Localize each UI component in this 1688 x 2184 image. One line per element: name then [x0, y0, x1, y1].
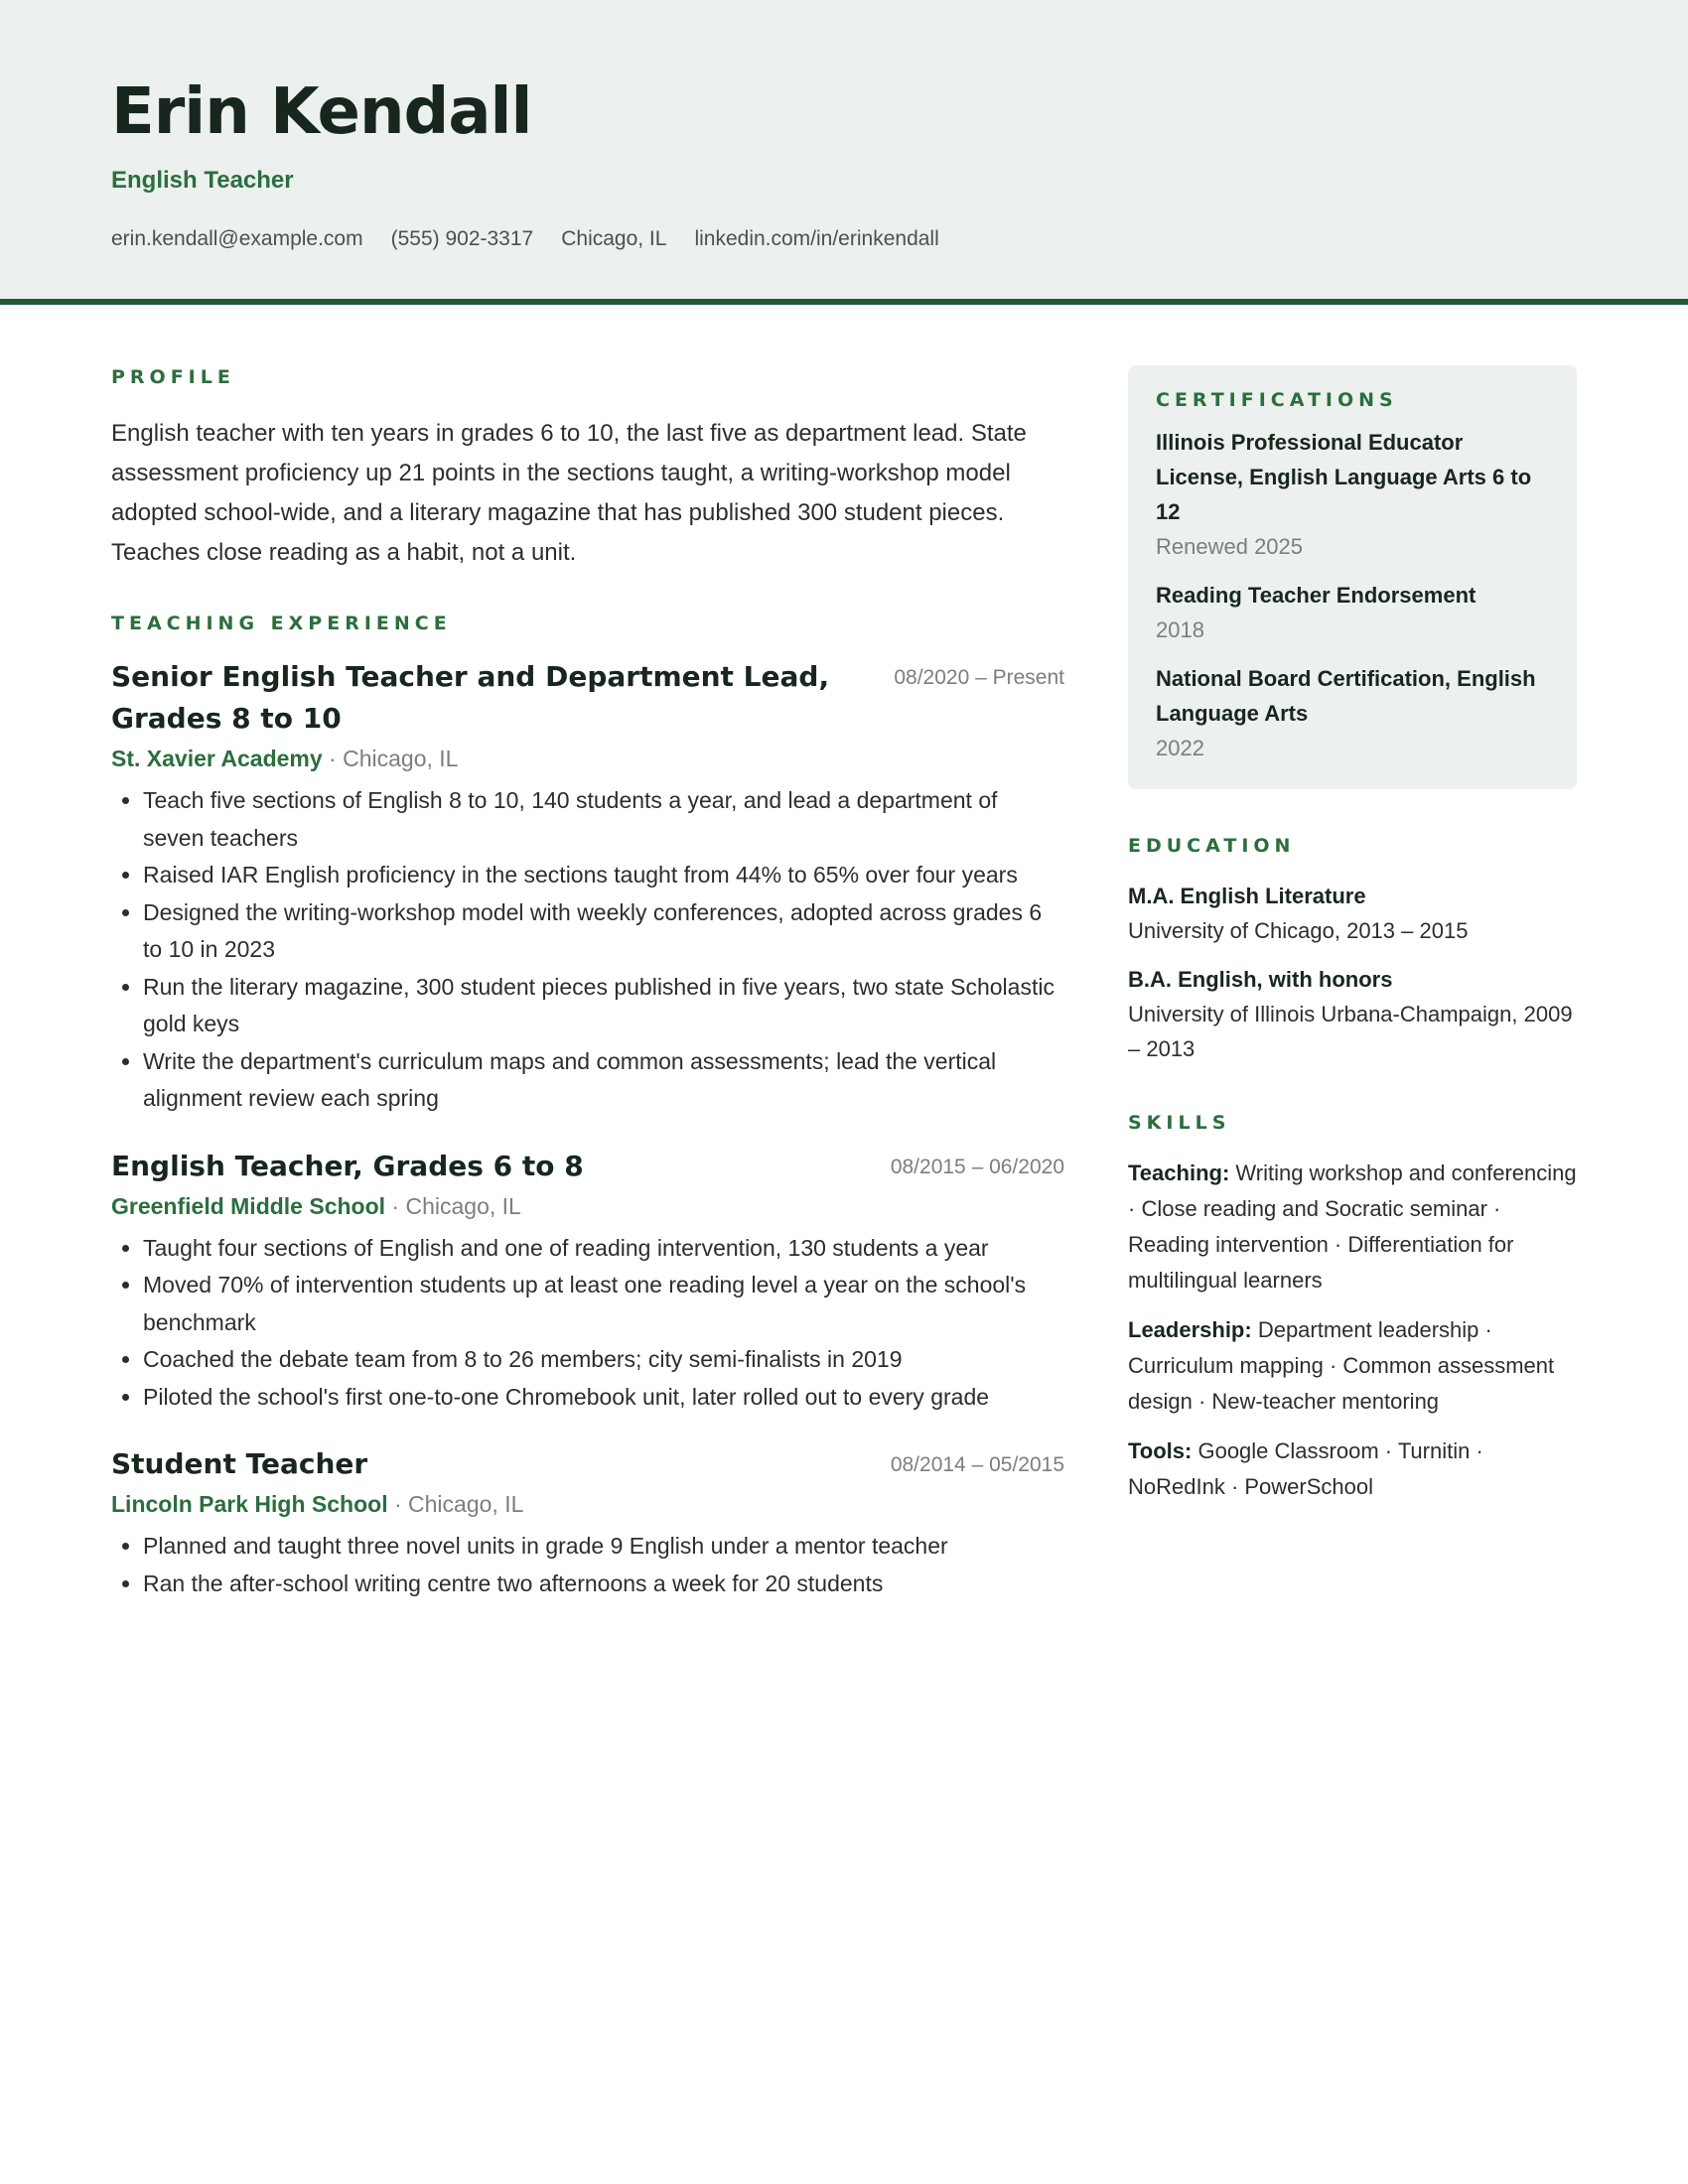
- education-degree: M.A. English Literature: [1128, 884, 1366, 908]
- certification-item: [1156, 661, 1549, 765]
- contact-info: [111, 227, 967, 251]
- certification-date: Renewed 2025: [1156, 534, 1304, 559]
- job-bullet: • Run the literary magazine, 300 student pieces published in five years, two state Scholastic gold keys: [143, 969, 1064, 1043]
- job-bullet: • Ran the after-school writing centre two afternoons a week for 20 students: [143, 1566, 1064, 1603]
- job-bullet: • Taught four sections of English and one of reading intervention, 130 students a year: [143, 1230, 1064, 1268]
- employer-location: · Chicago, IL: [387, 1491, 524, 1517]
- candidate-name: Erin Kendall: [111, 75, 532, 149]
- job-bullets: [111, 1528, 1064, 1602]
- experience-heading: TEACHING EXPERIENCE: [111, 613, 452, 634]
- side-column: [1128, 365, 1577, 1505]
- profile-heading: PROFILE: [111, 366, 235, 388]
- employer-location: · Chicago, IL: [322, 746, 459, 771]
- certification-date: 2018: [1156, 617, 1204, 642]
- skill-group-text: Google Classroom · Turnitin · NoRedInk · PowerSchool: [1128, 1438, 1483, 1499]
- resume-header: [0, 0, 1688, 305]
- job-bullet: • Write the department's curriculum maps and common assessments; lead the vertical alignment review each spring: [143, 1043, 1064, 1118]
- skill-group-label: Leadership:: [1128, 1317, 1252, 1342]
- skill-group: [1128, 1156, 1577, 1298]
- job-bullet: • Coached the debate team from 8 to 26 members; city semi-finalists in 2019: [143, 1341, 1064, 1379]
- employer-location: · Chicago, IL: [385, 1192, 521, 1219]
- employer-name: Greenfield Middle School: [111, 1192, 386, 1219]
- job-bullet: • Designed the writing-workshop model with weekly conferences, adopted across grades 6 to 10 in 2023: [143, 894, 1064, 969]
- job-dates: 08/2014 – 05/2015: [890, 1453, 1064, 1476]
- education-item: [1128, 879, 1577, 948]
- contact-email[interactable]: erin.kendall@example.com: [111, 227, 363, 250]
- skills-section: [1128, 1112, 1577, 1505]
- education-heading: EDUCATION: [1128, 835, 1296, 857]
- job-entry: [111, 1146, 1064, 1417]
- education-degree: B.A. English, with honors: [1128, 967, 1393, 992]
- candidate-title: English Teacher: [111, 167, 294, 194]
- contact-linkedin[interactable]: linkedin.com/in/erinkendall: [694, 227, 939, 250]
- skill-group-label: Teaching:: [1128, 1160, 1230, 1185]
- contact-phone[interactable]: (555) 902-3317: [390, 227, 534, 250]
- job-organization: [111, 1491, 1064, 1518]
- job-bullet: • Piloted the school's first one-to-one Chromebook unit, later rolled out to every grade: [143, 1379, 1064, 1417]
- job-dates: 08/2015 – 06/2020: [890, 1155, 1064, 1178]
- education-school: University of Chicago, 2013 – 2015: [1128, 918, 1469, 943]
- job-entry: [111, 656, 1064, 1118]
- certifications-heading: CERTIFICATIONS: [1156, 389, 1398, 411]
- certification-name: National Board Certification, English Language Arts: [1156, 666, 1536, 726]
- skill-group-label: Tools:: [1128, 1438, 1193, 1463]
- employer-name: St. Xavier Academy: [111, 746, 323, 771]
- main-column: [111, 366, 1064, 1602]
- job-bullet: • Moved 70% of intervention students up at least one reading level a year on the school's benchmark: [143, 1267, 1064, 1341]
- job-dates: 08/2020 – Present: [894, 666, 1064, 689]
- education-school: University of Illinois Urbana-Champaign, 2009 – 2013: [1128, 1002, 1573, 1061]
- certification-item: [1156, 425, 1549, 564]
- job-bullets: [111, 782, 1064, 1118]
- certification-name: Reading Teacher Endorsement: [1156, 583, 1477, 608]
- job-role: Student Teacher: [111, 1447, 368, 1480]
- job-bullet: • Raised IAR English proficiency in the sections taught from 44% to 65% over four years: [143, 857, 1064, 894]
- job-entry: [111, 1443, 1064, 1602]
- skill-group-text: Department leadership · Curriculum mapping · Common assessment design · New-teacher mentoring: [1128, 1317, 1555, 1414]
- job-organization: [111, 746, 1064, 772]
- certification-name: Illinois Professional Educator License, English Language Arts 6 to 12: [1156, 430, 1532, 524]
- certification-date: 2022: [1156, 736, 1204, 760]
- job-bullets: [111, 1230, 1064, 1417]
- certifications-box: [1128, 365, 1577, 789]
- profile-text: English teacher with ten years in grades 6 to 10, the last five as department lead. State assessment proficiency up 21 points in the sections taught, a writing-workshop model adopted school-wide, and a literary magazine that has published 300 student pieces. Teaches close reading as a habit, not a unit.: [111, 420, 1027, 566]
- job-organization: [111, 1193, 1064, 1220]
- skills-heading: SKILLS: [1128, 1112, 1231, 1134]
- skill-group-text: Writing workshop and conferencing · Close reading and Socratic seminar · Reading intervention · Differentiation for multilingual learners: [1128, 1160, 1577, 1293]
- contact-location: Chicago, IL: [561, 227, 667, 250]
- skill-group: [1128, 1312, 1577, 1420]
- skill-group: [1128, 1433, 1577, 1505]
- education-section: [1128, 835, 1577, 1066]
- job-bullet: • Teach five sections of English 8 to 10, 140 students a year, and lead a department of seven teachers: [143, 782, 1064, 857]
- employer-name: Lincoln Park High School: [111, 1491, 388, 1517]
- job-role: English Teacher, Grades 6 to 8: [111, 1149, 584, 1182]
- education-item: [1128, 962, 1577, 1066]
- job-bullet: • Planned and taught three novel units in grade 9 English under a mentor teacher: [143, 1528, 1064, 1566]
- job-role: Senior English Teacher and Department Lead, Grades 8 to 10: [111, 660, 830, 735]
- certification-item: [1156, 578, 1549, 647]
